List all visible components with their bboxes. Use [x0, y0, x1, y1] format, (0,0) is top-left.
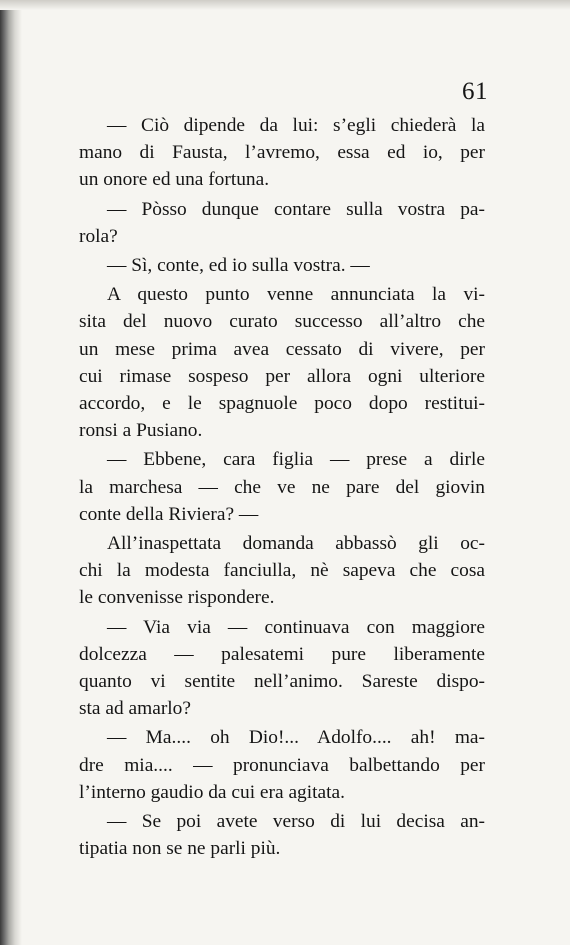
page-number: 61: [462, 78, 488, 105]
text-line: A questo punto venne annunciata la vi-: [107, 284, 485, 306]
text-line: sita del nuovo curato successo all’altro che: [79, 311, 485, 333]
text-line: sta ad amarlo?: [79, 698, 191, 720]
text-line: — Via via — continuava con maggiore: [107, 616, 485, 638]
text-line: — Ma.... oh Dio!... Adolfo.... ah! ma-: [107, 727, 485, 749]
text-line: — Sì, conte, ed io sulla vostra. —: [107, 255, 370, 277]
text-line: l’interno gaudio da cui era agitata.: [79, 781, 345, 803]
text-line: ronsi a Pusiano.: [79, 420, 203, 442]
text-line: — Ciò dipende da lui: s’egli chiederà la: [107, 115, 485, 136]
text-line: tipatia non se ne parli più.: [79, 838, 281, 860]
text-line: un onore ed una fortuna.: [79, 169, 270, 191]
text-line: mano di Fausta, l’avremo, essa ed io, per: [79, 142, 485, 164]
text-line: quanto vi sentite nell’animo. Sareste dispo-: [79, 671, 485, 693]
text-line: — Se poi avete verso di lui decisa an-: [107, 811, 485, 833]
page-top-edge: [0, 0, 570, 10]
paragraph-4: [79, 281, 485, 444]
text-line: dre mia.... — pronunciava balbettando per: [79, 754, 485, 776]
text-line: rola?: [79, 225, 118, 247]
text-line: le convenisse rispondere.: [79, 587, 275, 609]
paragraph-3: [79, 252, 485, 279]
paragraph-9: [79, 808, 485, 862]
text-line: cui rimase sospeso per allora ogni ulteriore: [79, 365, 485, 387]
body-text: [79, 112, 485, 864]
text-line: conte della Riviera? —: [79, 503, 259, 525]
paragraph-8: [79, 724, 485, 806]
paragraph-6: [79, 530, 485, 612]
text-line: dolcezza — palesatemi pure liberamente: [79, 643, 485, 665]
text-line: All’inaspettata domanda abbassò gli oc-: [107, 533, 485, 555]
paragraph-1: [79, 112, 485, 194]
text-line: la marchesa — che ve ne pare del giovin: [79, 476, 485, 498]
text-line: chi la modesta fanciulla, nè sapeva che cosa: [79, 560, 485, 582]
text-line: un mese prima avea cessato di vivere, per: [79, 338, 485, 360]
paragraph-2: [79, 196, 485, 250]
paragraph-5: [79, 446, 485, 528]
text-line: — Ebbene, cara figlia — prese a dirle: [107, 449, 485, 471]
page-binding-shadow: [0, 0, 22, 945]
text-line: — Pòsso dunque contare sulla vostra pa-: [107, 198, 485, 220]
paragraph-7: [79, 614, 485, 723]
text-line: accordo, e le spagnuole poco dopo restitui-: [79, 393, 485, 415]
